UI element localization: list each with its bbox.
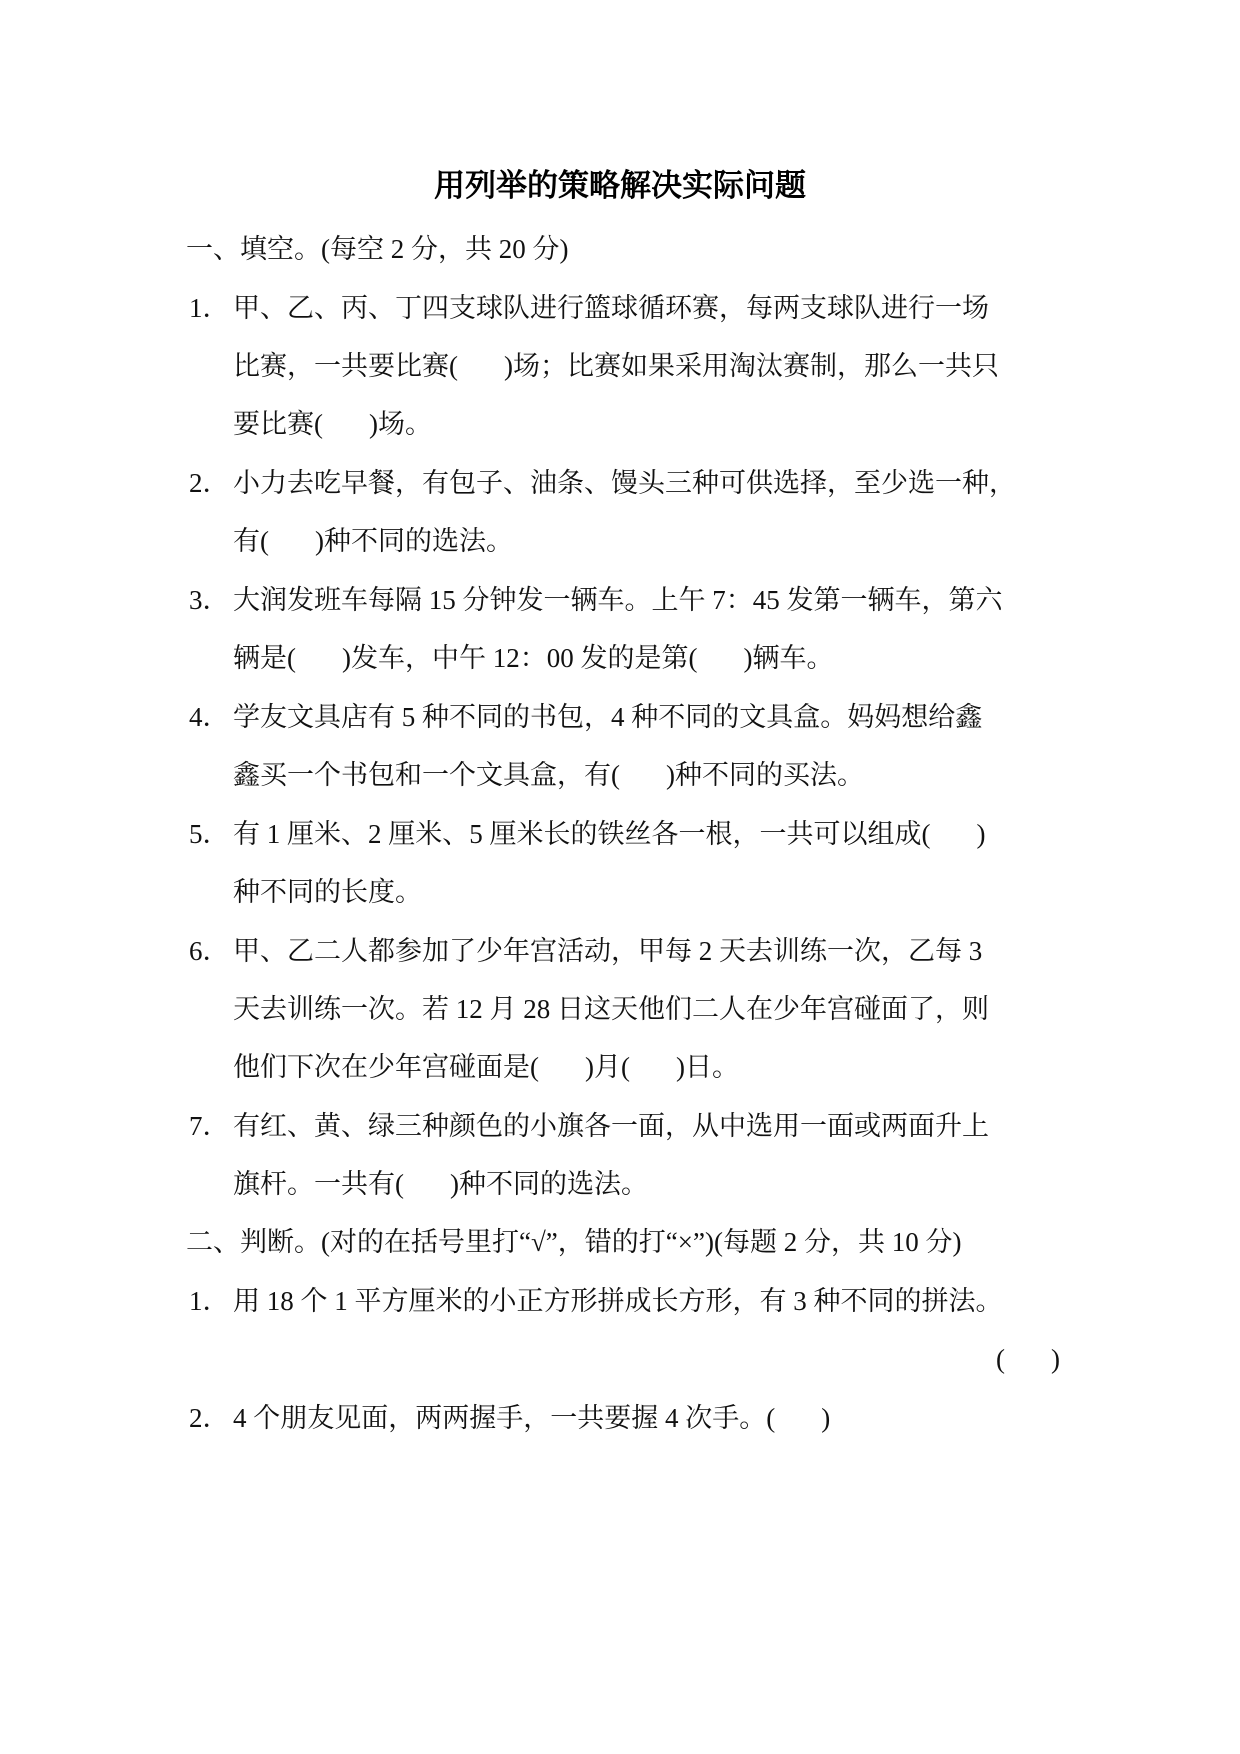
question-text [233,407,432,441]
text-segment: )场。 [369,409,432,439]
question-text [233,1167,648,1201]
text-segment: )种不同的买法。 [666,760,864,790]
question-text [233,758,864,792]
question-number: 7． [189,1111,230,1141]
question-number: 5． [189,819,230,849]
question-text: 有红、黄、绿三种颜色的小旗各一面，从中选用一面或两面升上 [233,1111,989,1141]
question-number: 2． [189,1403,230,1433]
question-text: 小力去吃早餐，有包子、油条、馒头三种可供选择，至少选一种， [233,468,1016,498]
section-heading-true-false: 二、判断。(对的在括号里打“√”，错的打“×”)(每题 2 分，共 10 分) [186,1227,962,1257]
question-text [233,1050,739,1084]
question-number: 6． [189,936,230,966]
text-segment: )月( [585,1052,630,1082]
question-text [233,349,999,383]
text-segment: 4 个朋友见面，两两握手，一共要握 4 次手。 [233,1403,767,1433]
text-segment: 要比赛( [233,409,323,439]
text-segment: 旗杆。一共有( [233,1169,404,1199]
question-number: 1． [189,1286,230,1316]
section-heading-fill-blank: 一、填空。(每空 2 分，共 20 分) [186,234,569,264]
paren-open: ( [996,1344,1005,1374]
text-segment: 鑫买一个书包和一个文具盒，有( [233,760,620,790]
question-number: 2． [189,468,230,498]
question-number: 1． [189,293,230,323]
question-text [233,817,986,851]
question-text: 甲、乙、丙、丁四支球队进行篮球循环赛，每两支球队进行一场 [233,293,989,323]
text-segment: )辆车。 [743,643,834,673]
text-segment: 他们下次在少年宫碰面是( [233,1052,539,1082]
question-text: 用 18 个 1 平方厘米的小正方形拼成长方形，有 3 种不同的拼法。 [233,1286,1003,1316]
question-text: 甲、乙二人都参加了少年宫活动，甲每 2 天去训练一次，乙每 3 [233,936,983,966]
text-segment: ) [976,819,986,849]
question-text [233,641,833,675]
paren-close: ) [821,1403,831,1433]
text-segment: 有( [233,526,269,556]
text-segment: 有 1 厘米、2 厘米、5 厘米长的铁丝各一根，一共可以组成( [233,819,931,849]
question-number: 4． [189,702,230,732]
judgment-answer-box[interactable] [996,1342,1060,1376]
text-segment: )日。 [675,1052,739,1082]
page-title: 用列举的策略解决实际问题 [434,168,806,204]
question-text [233,1401,830,1435]
text-segment: 比赛，一共要比赛( [233,351,458,381]
text-segment: )种不同的选法。 [315,526,513,556]
paren-open: ( [766,1403,776,1433]
text-segment: )种不同的选法。 [450,1169,648,1199]
question-text [233,524,513,558]
question-text: 天去训练一次。若 12 月 28 日这天他们二人在少年宫碰面了，则 [233,994,989,1024]
text-segment: 辆是( [233,643,296,673]
question-text: 大润发班车每隔 15 分钟发一辆车。上午 7：45 发第一辆车，第六 [233,585,1003,615]
question-number: 3． [189,585,230,615]
paren-close: ) [1051,1344,1060,1374]
judgment-answer-box[interactable] [766,1403,830,1433]
question-text: 学友文具店有 5 种不同的书包，4 种不同的文具盒。妈妈想给鑫 [233,702,983,732]
text-segment: )场；比赛如果采用淘汰赛制，那么一共只 [504,351,999,381]
text-segment: )发车，中午 12：00 发的是第( [342,643,698,673]
question-text: 种不同的长度。 [233,877,422,907]
